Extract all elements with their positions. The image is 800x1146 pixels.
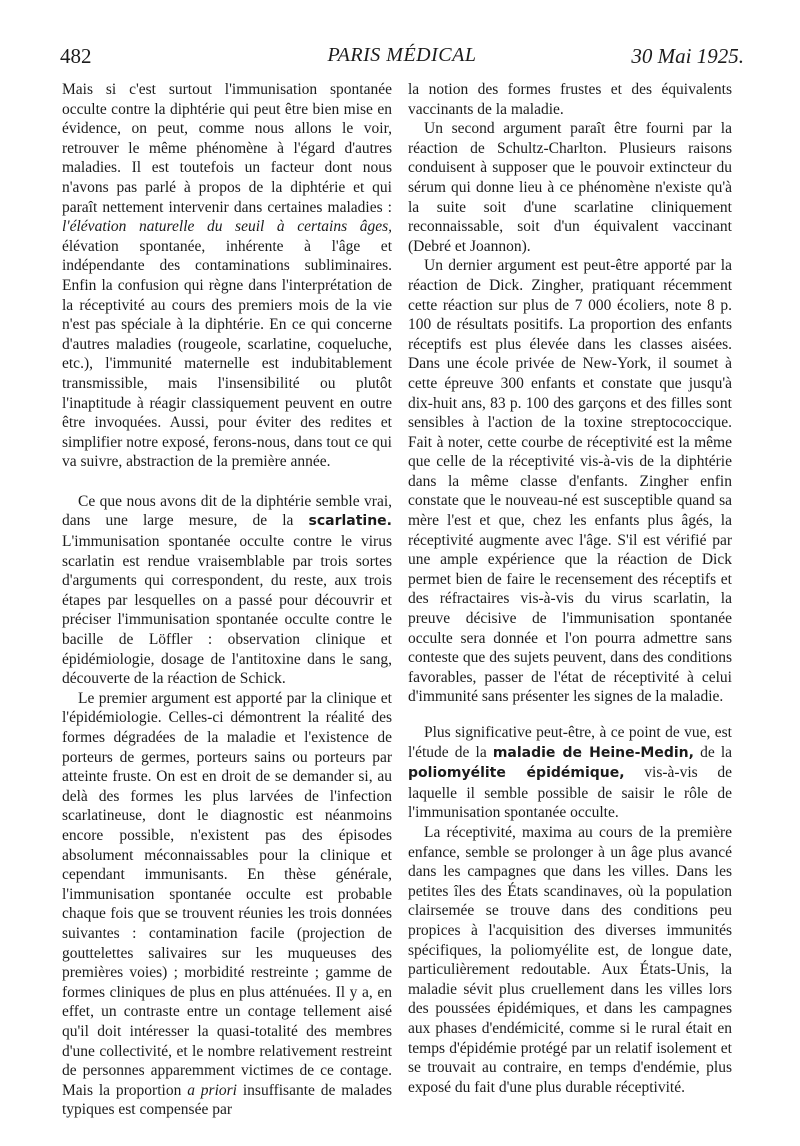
paragraph-heine-medin: Plus significative peut-être, à ce point de vue, est l'étude de la maladie de Heine-Medin, de la poliomyélite épidémique, vis-à-vis de laquelle il semble possible de saisir le rôle de l'immunisation spontanée occulte. <box>408 724 733 822</box>
issue-date: 30 Mai 1925. <box>631 44 744 68</box>
keyword-heine-medin: maladie de Heine-Medin, <box>492 744 694 761</box>
paragraph-dick-reaction: Un dernier argument est peut-être apporté par la réaction de Dick. Zingher, pratiquant récemment cette réaction sur plus de 7 000 écoliers, note 8 p. 100 de résultats positifs. La proportion des enfants réceptifs est plus élevée dans les classes aisées. Dans une école privée de New-York, il soumet à cette épreuve 300 enfants et constate que jusqu'à dix-huit ans, 83 p. 100 des garçons et des filles sont sensibles à l'action de la toxine streptococcique. Fait à noter, cette courbe de réceptivité est la même que celle de la réceptivité vis-à-vis de la diphtérie dans la même classe d'enfants. Zingher enfin constate que le nouveau-né est susceptible quand sa mère l'est et que, chez les enfants plus âgés, la réceptivité augmente avec l'âge. S'il est vérifié par une ample expérience que la réaction de Dick permet bien de faire le recensement des réceptifs et des réfractaires vis-à-vis du virus scarlatin, la preuve décisive de l'immunisation spontanée occulte sera donnée et l'on pourra admettre sans conteste que des sujets peuvent, dans des conditions favorables, passer de l'état de réceptivité à celui d'immunité sans présenter les signes de la maladie. <box>408 257 732 706</box>
italic-a-priori: a priori <box>187 1081 237 1099</box>
keyword-poliomyelite: poliomyélite épidémique, <box>408 765 625 782</box>
keyword-scarlatine: scarlatine. <box>308 513 392 530</box>
right-column <box>408 80 732 1097</box>
paragraph-immunisation-intro: Mais si c'est surtout l'immunisation spontanée occulte contre la diphtérie qui peut être bien mise en évidence, on peut, comme nous allons le voir, retrouver le même phénomène à l'égard d'autres maladies. Il est toutefois un facteur dont nous n'avons pas parlé à propos de la diphtérie et qui paraît nettement intervenir dans certaines maladies : l'élévation naturelle du seuil à certains âges, élévation spontanée, inhérente à l'âge et indépendante des contaminations subliminaires. Enfin la confusion qui règne dans l'interprétation de la réceptivité au cours des premiers mois de la vie n'est pas spéciale à la diphtérie. En ce qui concerne d'autres maladies (rougeole, scarlatine, coqueluche, etc.), l'immunité maternelle est indubitablement transmissible, mais l'insensibilité ou plutôt l'inaptitude à réagir classiquement peuvent en outre être invoquées. Aussi, pour éviter des redites et simplifier notre exposé, ferons-nous, dans tout ce qui va suivre, abstraction de la première année. <box>62 81 392 471</box>
italic-phrase: l'élévation naturelle du seuil à certains âges, <box>62 218 392 236</box>
paragraph-continuation: la notion des formes frustes et des équivalents vaccinants de la maladie. <box>408 81 732 118</box>
journal-title: PARIS MÉDICAL <box>327 44 477 66</box>
paragraph-second-argument: Un second argument paraît être fourni par la réaction de Schultz-Charlton. Plusieurs raisons conduisent à supposer que le pouvoir extincteur du sérum qui donne lieu à ce phénomène n'existe qu'à la suite soit d'une scarlatine cliniquement reconnaissable, soit d'un équivalent vaccinant (Debré et Joannon). <box>408 120 732 255</box>
page-number: 482 <box>60 44 92 68</box>
page-header <box>60 44 744 74</box>
paragraph-receptivite: La réceptivité, maxima au cours de la première enfance, semble se prolonger à un âge plus avancé dans les campagnes que dans les villes. Dans les petites îles des États scandinaves, où la population clairsemée se trouve dans des conditions peu propices à l'acquisition des diverses immunités spécifiques, la poliomyélite est, de longue date, particulièrement redoutable. Aux États-Unis, la maladie sévit plus cruellement dans les villes lors des poussées épidémiques, et dans les campagnes aux phases d'endémicité, comme si le rural était en temps d'épidémie protégé par un relatif isolement et se trouvait au contraire, en temps d'endémie, plus exposé du fait d'une plus durable réceptivité. <box>408 823 732 1096</box>
left-column <box>62 80 392 1120</box>
paragraph-scarlatine: Ce que nous avons dit de la diphtérie semble vrai, dans une large mesure, de la scarlatine. L'immunisation spontanée occulte contre le virus scarlatin est rendue vraisemblable par trois sortes d'arguments qui correspondent, du reste, aux trois étapes par lesquelles on a passé pour découvrir et préciser l'immunisation spontanée occulte contre le bacille de Löffler : observation clinique et épidémiologie, dosage de l'antitoxine dans le sang, découverte de la réaction de Schick. <box>62 492 392 688</box>
paragraph-first-argument: Le premier argument est apporté par la clinique et l'épidémiologie. Celles-ci démontrent la réalité des formes dégradées de la maladie et l'existence de porteurs de germes, porteurs sains ou porteurs par atteinte fruste. On est en droit de se demander si, au delà des formes les plus larvées de l'infection scarlatineuse, dont le diagnostic est néanmoins encore possible, n'existent pas des épisodes absolument méconnaissables pour la clinique et cependant immunisants. En thèse générale, l'immunisation spontanée occulte est probable chaque fois que se trouvent réunies les trois données suivantes : contamination facile (projection de gouttelettes salivaires sur les muqueuses des premières voies) ; morbidité restreinte ; gamme de formes cliniques de plus en plus atténuées. Il y a, en effet, un contraste entre un contage tellement aisé qu'il doit intéresser la quasi-totalité des membres d'une collectivité, et le nombre relativement restreint de personnes apparemment victimes de ce contage. Mais la proportion a priori insuffisante de malades typiques est compensée par <box>62 689 393 1119</box>
